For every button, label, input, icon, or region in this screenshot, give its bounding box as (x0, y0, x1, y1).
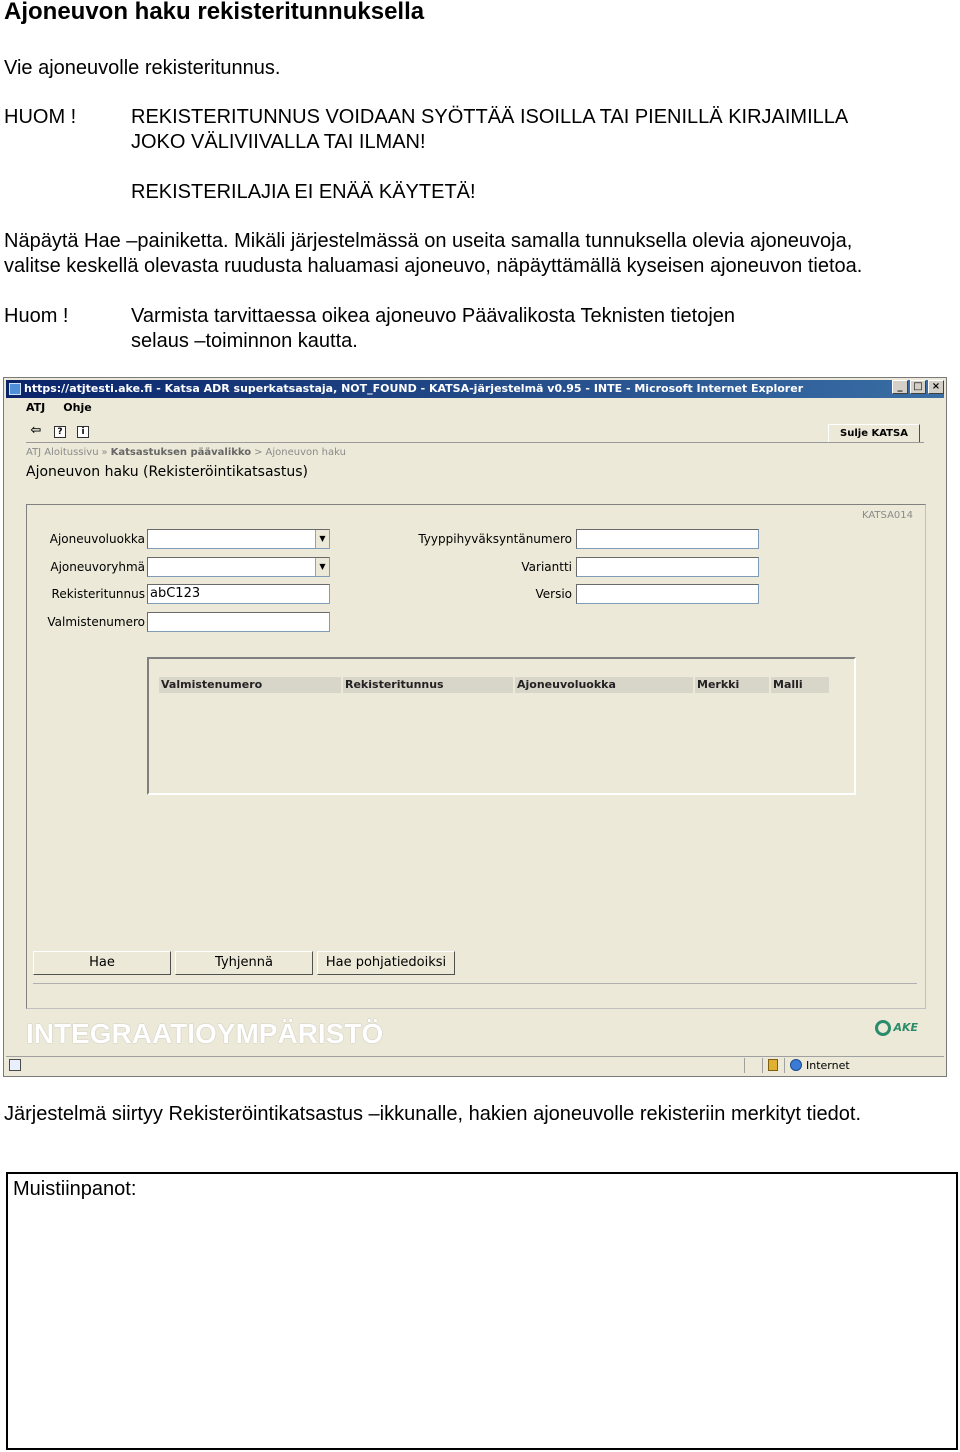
note-line: Varmista tarvittaessa oikea ajoneuvo Päävalikosta Teknisten tietojen (131, 305, 736, 327)
valmistenumero-input[interactable] (147, 612, 330, 632)
search-form (26, 504, 926, 1009)
toolbar-divider (26, 442, 924, 443)
browser-window (3, 377, 947, 1077)
tyyppihyvaksynta-label: Tyyppihyväksyntänumero (418, 532, 572, 546)
info-icon[interactable]: i (77, 426, 89, 438)
close-katsa-button[interactable]: Sulje KATSA (828, 424, 920, 443)
ake-logo: AKE (875, 1020, 918, 1036)
result-text: Järjestelmä siirtyy Rekisteröintikatsastus –ikkunalle, hakien ajoneuvolle rekisteriin merkityt tiedot. (4, 1103, 862, 1125)
menu-ohje[interactable]: Ohje (63, 401, 92, 414)
results-table[interactable] (147, 657, 856, 795)
globe-icon (790, 1059, 802, 1071)
window-controls (892, 380, 944, 394)
note-line: JOKO VÄLIVIIVALLA TAI ILMAN! (131, 131, 426, 153)
menu-bar (26, 400, 92, 416)
rekisteritunnus-label: Rekisteritunnus (51, 587, 145, 601)
chevron-down-icon[interactable]: ▼ (315, 558, 329, 576)
document-title: Ajoneuvon haku rekisteritunnuksella (4, 0, 425, 25)
ie-icon (9, 383, 21, 395)
help-icon[interactable]: ? (54, 426, 66, 438)
lock-icon (768, 1059, 778, 1071)
security-zone: Internet (806, 1059, 850, 1072)
ajoneuvoluokka-label: Ajoneuvoluokka (49, 532, 145, 546)
tyyppihyvaksynta-input[interactable] (576, 529, 759, 549)
window-titlebar (6, 380, 944, 398)
versio-label: Versio (535, 587, 572, 601)
note-line: selaus –toiminnon kautta. (131, 330, 358, 352)
variantti-input[interactable] (576, 557, 759, 577)
form-id: KATSA014 (861, 510, 913, 521)
rekisteritunnus-input[interactable]: abC123 (147, 584, 330, 604)
environment-banner (6, 1010, 944, 1056)
chevron-down-icon[interactable]: ▼ (315, 530, 329, 548)
column-header[interactable]: Malli (771, 677, 829, 693)
column-header[interactable]: Merkki (695, 677, 769, 693)
note-line: REKISTERILAJIA EI ENÄÄ KÄYTETÄ! (131, 181, 476, 203)
tyhjenna-button[interactable]: Tyhjennä (175, 951, 313, 975)
ajoneuvoryhma-select[interactable] (147, 557, 330, 577)
instruction-text: valitse keskellä olevasta ruudusta haluamasi ajoneuvo, näpäyttämällä kyseisen ajoneuvon tietoa. (4, 255, 863, 277)
note-label: HUOM ! (4, 106, 77, 128)
menu-atj[interactable]: ATJ (26, 401, 46, 414)
maximize-button[interactable]: □ (910, 380, 926, 394)
breadcrumb-current: Ajoneuvon haku (265, 447, 346, 458)
notes-box[interactable] (6, 1172, 958, 1450)
column-header[interactable]: Rekisteritunnus (343, 677, 513, 693)
button-divider (33, 983, 917, 984)
ajoneuvoryhma-label: Ajoneuvoryhmä (50, 560, 145, 574)
column-header[interactable]: Valmistenumero (159, 677, 341, 693)
note-line: REKISTERITUNNUS VOIDAAN SYÖTTÄÄ ISOILLA TAI PIENILLÄ KIRJAIMILLA (131, 106, 849, 128)
breadcrumb-main-menu[interactable]: Katsastuksen päävalikko (110, 447, 252, 458)
instruction-text: Näpäytä Hae –painiketta. Mikäli järjestelmässä on useita samalla tunnuksella olevia ajoneuvoja, (4, 230, 853, 252)
breadcrumb-home[interactable]: ATJ Aloitussivu (26, 447, 99, 458)
hae-pohjatiedoiksi-button[interactable]: Hae pohjatiedoiksi (317, 951, 455, 975)
close-button[interactable]: × (928, 380, 944, 394)
minimize-button[interactable]: _ (892, 380, 908, 394)
variantti-label: Variantti (521, 560, 572, 574)
intro-text: Vie ajoneuvolle rekisteritunnus. (4, 57, 281, 79)
environment-label: INTEGRAATIOYMPÄRISTÖ (26, 1018, 384, 1049)
hae-button[interactable]: Hae (33, 951, 171, 975)
back-arrow-icon[interactable]: ⇦ (30, 423, 42, 438)
valmistenumero-label: Valmistenumero (47, 615, 145, 629)
ajoneuvoluokka-select[interactable] (147, 529, 330, 549)
status-bar (6, 1056, 944, 1074)
page-title: Ajoneuvon haku (Rekisteröintikatsastus) (26, 464, 308, 480)
window-title: https://atjtesti.ake.fi - Katsa ADR superkatsastaja, NOT_FOUND - KATSA-järjestelmä v0.95 - INTE - Microsoft Internet Explorer (24, 382, 804, 395)
column-header[interactable]: Ajoneuvoluokka (515, 677, 693, 693)
note-label: Huom ! (4, 305, 69, 327)
breadcrumb: ATJ Aloitussivu » Katsastuksen päävalikko > Ajoneuvon haku (26, 447, 346, 458)
notes-label: Muistiinpanot: (13, 1178, 137, 1200)
versio-input[interactable] (576, 584, 759, 604)
page-icon (9, 1059, 21, 1071)
ake-logo-icon (875, 1020, 891, 1036)
